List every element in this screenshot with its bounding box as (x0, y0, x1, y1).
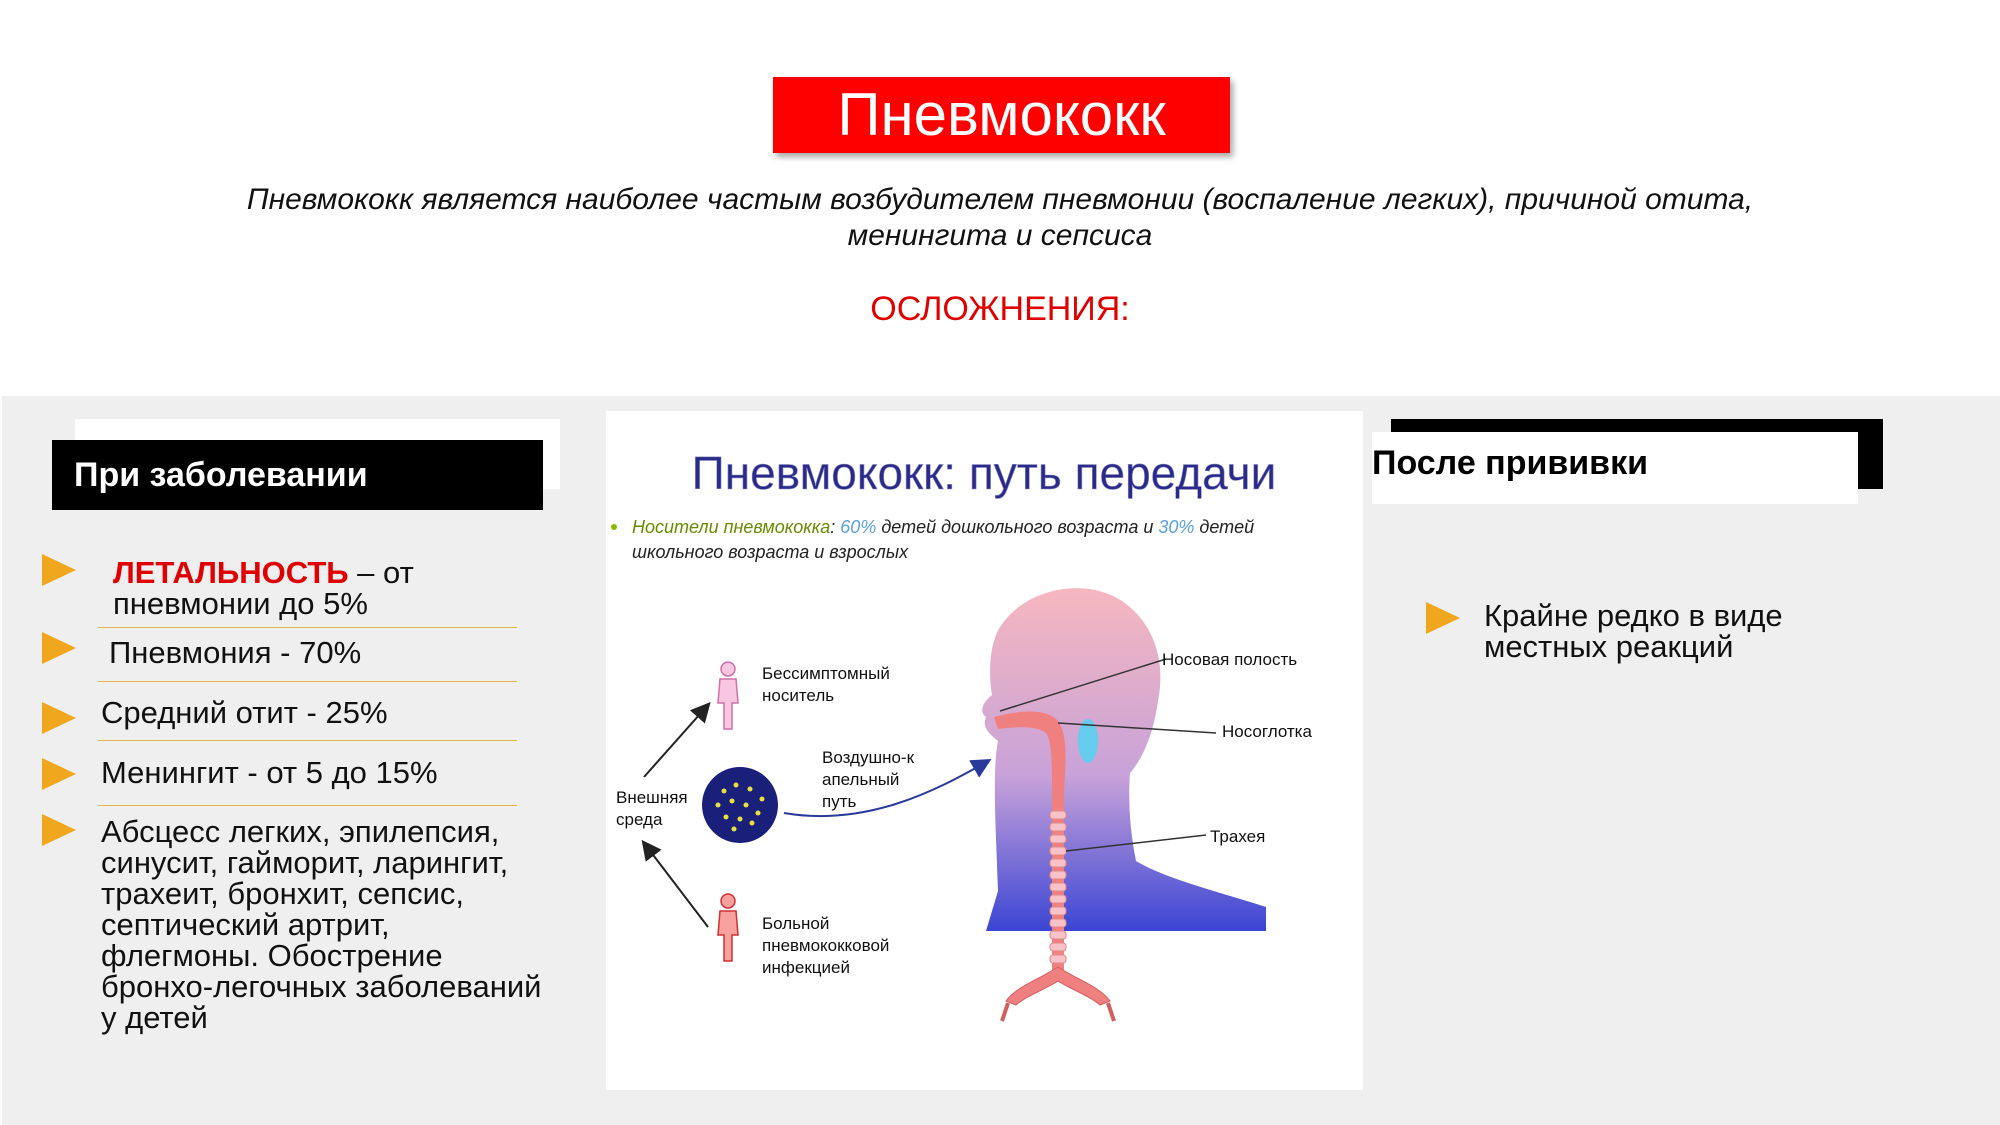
note-bullet-icon (611, 524, 617, 530)
list-item-mortality (113, 557, 414, 619)
transmission-diagram (606, 411, 1363, 1090)
subtitle-line-2: менингита и сепсиса (847, 219, 1153, 252)
list-item-other: Абсцесс легких, эпилепсия, синусит, гайморит, ларингит, трахеит, бронхит, сепсис, септический артрит, флегмоны. Обострение бронхо-легочных заболеваний у детей (101, 814, 542, 1035)
patient-person-icon (718, 894, 738, 961)
mortality-text-2: пневмонии до 5% (113, 586, 368, 621)
label-airborne: Воздушно-к апельный путь (822, 748, 915, 811)
label-carrier: Бессимптомный носитель (762, 664, 890, 705)
bullet-arrow-icon (42, 758, 76, 790)
bacteria-icon (702, 767, 778, 843)
diagram-note-line1: Носители пневмококка: 60% детей дошкольного возраста и 30% детей (632, 517, 1255, 537)
bullet-arrow-icon (42, 632, 76, 664)
label-nasopharynx: Носоглотка (1222, 722, 1312, 741)
subtitle-line-1: Пневмококк является наиболее частым возбудителем пневмонии (воспаление легких), причиной отита, (246, 183, 1754, 216)
carrier-person-icon (718, 662, 738, 729)
diagram-title: Пневмококк: путь передачи (691, 447, 1277, 499)
arrow-to-carrier (644, 705, 708, 777)
mortality-text-1: – от (348, 555, 414, 590)
label-environment: Внешняя среда (616, 788, 688, 829)
label-patient: Больной пневмококковой инфекцией (762, 914, 890, 977)
right-list-item: Крайне редко в виде местных реакций (1484, 598, 1783, 664)
mortality-highlight: ЛЕТАЛЬНОСТЬ (113, 555, 349, 590)
list-item-pneumonia: Пневмония - 70% (109, 635, 362, 670)
right-heading: После прививки (1372, 432, 1858, 504)
label-nasal-cavity: Носовая полость (1162, 650, 1298, 669)
bronchi-shape (1006, 967, 1110, 1005)
arrow-from-patient (644, 843, 708, 927)
bullet-arrow-icon (1426, 602, 1460, 634)
bullet-arrow-icon (42, 814, 76, 846)
slide-subtitle (120, 182, 1880, 254)
left-heading: При заболевании (52, 440, 543, 510)
list-divider (98, 740, 517, 741)
diagram-note-line2: школьного возраста и взрослых (632, 542, 909, 562)
list-divider (98, 805, 517, 806)
list-divider (98, 681, 517, 682)
bullet-arrow-icon (42, 554, 76, 586)
list-item-meningitis: Менингит - от 5 до 15% (101, 755, 438, 790)
label-trachea: Трахея (1210, 827, 1266, 846)
slide-title: Пневмококк (773, 77, 1230, 153)
bullet-arrow-icon (42, 702, 76, 734)
head-profile-shape (982, 588, 1266, 931)
list-divider (98, 627, 517, 628)
complications-heading: ОСЛОЖНЕНИЯ: (870, 290, 1130, 328)
list-item-otitis: Средний отит - 25% (101, 695, 388, 730)
